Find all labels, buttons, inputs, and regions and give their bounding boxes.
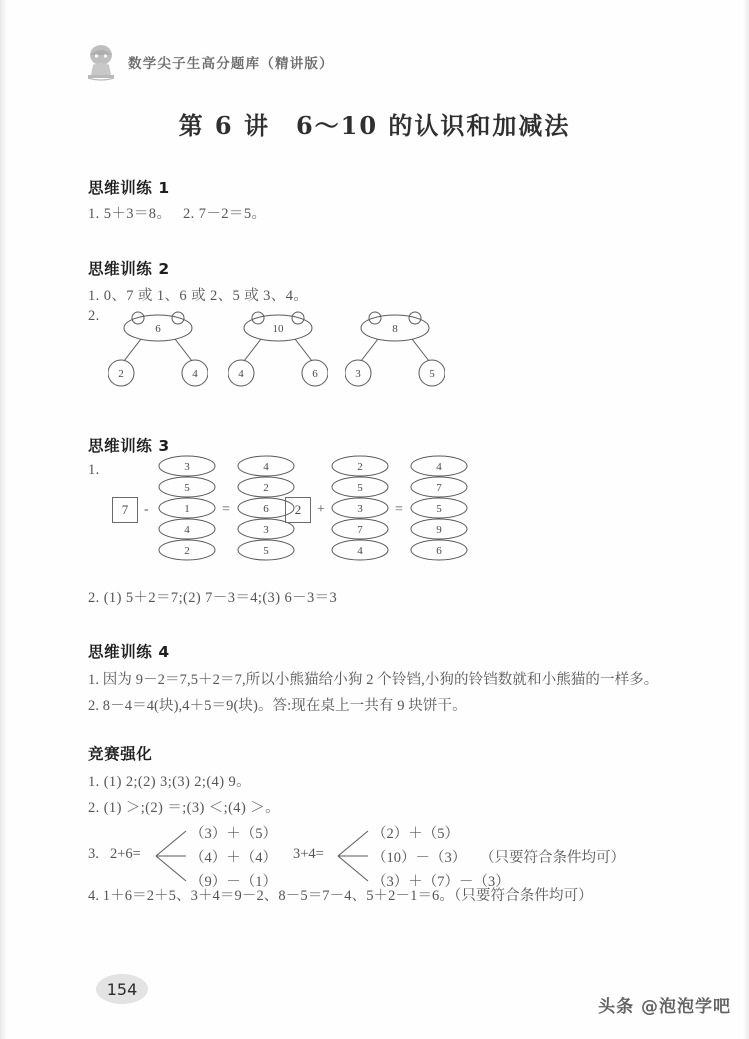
tree-2-top: 10: [272, 323, 284, 335]
tree-2-left: 4: [238, 368, 244, 380]
svg-text:4: 4: [184, 524, 190, 536]
svg-text:4: 4: [263, 461, 269, 473]
tree-2-right: 6: [312, 368, 318, 380]
watermark: 头条 @泡泡学吧: [598, 997, 731, 1017]
branch-right-option-1: （2）＋（5）: [372, 826, 459, 842]
tree-3-top: 8: [392, 323, 398, 335]
section-2-line-2-index: 2.: [88, 308, 100, 324]
svg-text:4: 4: [436, 461, 442, 473]
svg-text:5: 5: [263, 545, 269, 557]
number-tree-1: [108, 308, 208, 390]
branch-left-option-2: （4）＋（4）: [190, 850, 277, 866]
section-5-line-4: 4. 1＋6＝2＋5、3＋4＝9－2、8－5＝7－4、5＋2－1＝6。（只要符合条件均可）: [88, 888, 593, 904]
svg-text:5: 5: [357, 482, 363, 494]
svg-text:5: 5: [184, 482, 190, 494]
stack-2-right-column: [409, 455, 469, 565]
svg-text:2: 2: [184, 545, 190, 557]
section-heading-3: 思维训练 3: [88, 437, 170, 455]
section-3-line-1-index: 1.: [88, 462, 100, 478]
svg-text:1: 1: [184, 503, 190, 515]
section-2-line-1: 1. 0、7 或 1、6 或 2、5 或 3、4。: [88, 288, 309, 304]
section-1-line-1: 1. 5＋3＝8。 2. 7－2＝5。: [88, 206, 267, 222]
section-3-line-2: 2. (1) 5＋2＝7;(2) 7－3＝4;(3) 6－3＝3: [88, 590, 338, 606]
number-tree-3: [345, 308, 445, 390]
svg-text:9: 9: [436, 524, 442, 536]
svg-text:2: 2: [263, 482, 269, 494]
tree-3-left: 3: [355, 368, 361, 380]
stack-1-operator: -: [144, 502, 149, 517]
stack-problem-2: [285, 455, 465, 565]
branch-diagrams: [88, 824, 648, 890]
stack-1-left-column: [157, 455, 217, 565]
section-heading-2: 思维训练 2: [88, 260, 170, 278]
branch-left-option-3: （9）－（1）: [190, 874, 277, 890]
section-heading-1: 思维训练 1: [88, 179, 170, 197]
branch-index: 3.: [88, 846, 99, 862]
svg-text:3: 3: [184, 461, 190, 473]
branch-right-option-3: （3）＋（7）－（3）: [372, 874, 510, 890]
tree-1-left: 2: [118, 368, 124, 380]
stack-1-equals: =: [222, 502, 230, 517]
section-4-line-2: 2. 8－4＝4(块),4＋5＝9(块)。答:现在桌上一共有 9 块饼干。: [88, 698, 467, 714]
svg-text:6: 6: [436, 545, 442, 557]
chapter-title: 第 6 讲 6～10 的认识和加减法: [178, 111, 571, 140]
stack-problem-1: [112, 455, 292, 565]
branch-right-option-2: （10）－（3）: [372, 850, 467, 866]
section-heading-4: 思维训练 4: [88, 643, 170, 661]
branch-note: （只要符合条件均可）: [480, 850, 625, 866]
svg-text:5: 5: [436, 503, 442, 515]
svg-text:7: 7: [357, 524, 363, 536]
branch-left-fan-icon: [154, 828, 188, 884]
section-heading-5: 竞赛强化: [88, 745, 153, 763]
svg-text:4: 4: [357, 545, 363, 557]
svg-text:2: 2: [357, 461, 363, 473]
tree-1-right: 4: [192, 368, 198, 380]
branch-right-expression: 3+4=: [293, 846, 324, 862]
stack-1-box: 7: [112, 497, 138, 523]
svg-text:3: 3: [357, 503, 363, 515]
student-book-logo-icon: [84, 42, 118, 82]
section-5-line-2: 2. (1) ＞;(2) ＝;(3) ＜;(4) ＞。: [88, 800, 281, 816]
branch-right-fan-icon: [336, 828, 370, 884]
stack-2-operator: +: [317, 502, 325, 517]
running-head: [84, 42, 334, 82]
svg-text:7: 7: [436, 482, 442, 494]
svg-text:6: 6: [263, 503, 269, 515]
stack-2-box: 2: [285, 497, 311, 523]
section-5-line-1: 1. (1) 2;(2) 3;(3) 2;(4) 9。: [88, 774, 252, 790]
tree-3-right: 5: [429, 368, 435, 380]
svg-text:3: 3: [263, 524, 269, 536]
section-4-line-1: 1. 因为 9－2＝7,5＋2＝7,所以小熊猫给小狗 2 个铃铛,小狗的铃铛数就和小熊猫的一样多。: [88, 672, 659, 688]
book-title: 数学尖子生高分题库（精讲版）: [128, 56, 334, 72]
branch-left-option-1: （3）＋（5）: [190, 826, 277, 842]
page-number: 154: [96, 974, 148, 1004]
branch-left-expression: 2+6=: [110, 846, 141, 862]
stack-2-equals: =: [395, 502, 403, 517]
tree-1-top: 6: [155, 323, 161, 335]
number-tree-2: [228, 308, 328, 390]
stack-2-left-column: [330, 455, 390, 565]
